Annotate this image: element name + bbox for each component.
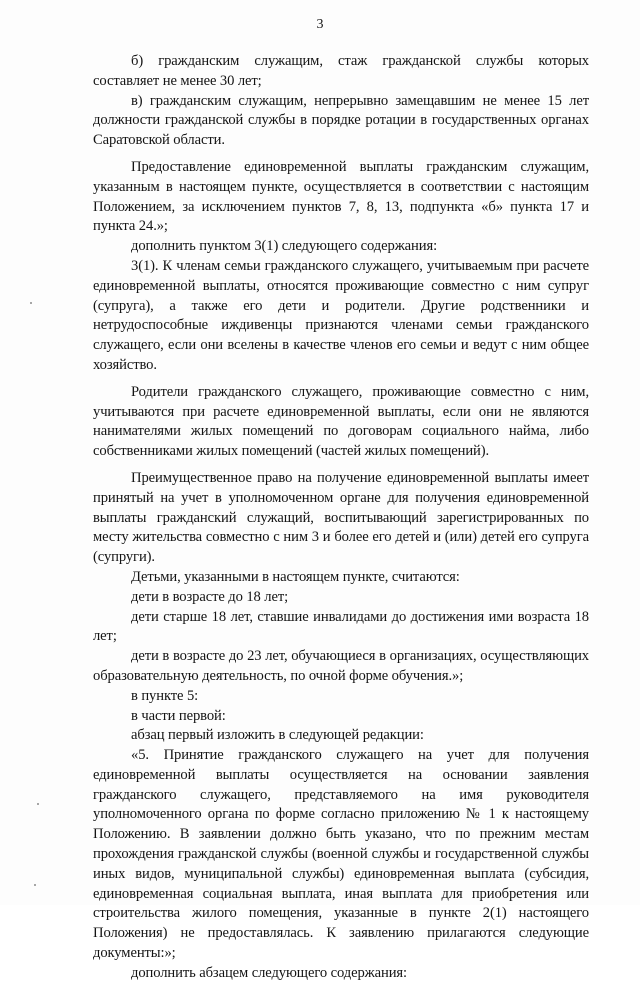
paragraph: дети в возрасте до 18 лет; bbox=[131, 588, 289, 605]
paragraph: в части первой: bbox=[131, 707, 226, 724]
paragraph: дети в возрасте до 23 лет, обучающиеся в организациях, осуществляющих образовательную деятельность, по очной форме обучения.»; bbox=[93, 648, 589, 684]
paragraph: Детьми, указанными в настоящем пункте, считаются: bbox=[131, 568, 460, 585]
paragraph: в) гражданским служащим, непрерывно замещавшим не менее 15 лет должности гражданской службы в порядке ротации в государственных органах Саратовской области. bbox=[93, 92, 589, 149]
paragraph: 3(1). К членам семьи гражданского служащего, учитываемым при расчете единовременной выплаты, относятся проживающие совместно с ним супруг (супруга), а также его дети и родители. Другие родственники и нетрудоспособные иждивенцы признаются членами семьи гражданского служащего, если они вселены в качестве членов его семьи и ведут с ним общее хозяйство. bbox=[93, 257, 589, 373]
document-body bbox=[93, 52, 589, 984]
paragraph: «5. Принятие гражданского служащего на учет для получения единовременной выплаты осуществляется на основании заявления гражданского служащего, представляемого на имя руководителя уполномоченного органа по форме согласно приложению № 1 к настоящему Положению. В заявлении должно быть указано, что по прежним местам прохождения гражданской службы (военной службы и государственной службы иных видов, муниципальной службы) единовременная выплата (субсидия, единовременная социальная выплата, иная выплата для приобретения или строительства жилого помещения, указанные в пункте 2(1) настоящего Положения) не предоставлялась. К заявлению прилагаются следующие документы:»; bbox=[93, 747, 589, 962]
paragraph: Преимущественное право на получение единовременной выплаты имеет принятый на учет в уполномоченном органе для получения единовременной выплаты гражданский служащий, воспитывающий зарегистрированных по месту жительства совместно с ним 3 и более его детей и (или) детей его супруга (супруги). bbox=[93, 469, 589, 566]
scan-speck bbox=[30, 302, 32, 304]
paragraph: Предоставление единовременной выплаты гражданским служащим, указанным в настоящем пункте, осуществляется в соответствии с настоящим Положением, за исключением пунктов 7, 8, 13, подпункта «б» пункта 17 и пункта 24.»; bbox=[93, 158, 589, 235]
page-number: 3 bbox=[316, 17, 324, 32]
paragraph: б) гражданским служащим, стаж гражданской службы которых составляет не менее 30 лет; bbox=[93, 53, 589, 89]
paragraph: дополнить абзацем следующего содержания: bbox=[131, 964, 407, 981]
paragraph: Родители гражданского служащего, проживающие совместно с ним, учитываются при расчете единовременной выплаты, если они не являются нанимателями жилых помещений по договорам социального найма, либо собственниками жилых помещений (частей жилых помещений). bbox=[93, 383, 589, 460]
scan-speck bbox=[34, 884, 36, 886]
paragraph: в пункте 5: bbox=[131, 687, 199, 704]
paragraph: дети старше 18 лет, ставшие инвалидами до достижения ими возраста 18 лет; bbox=[93, 608, 589, 645]
paragraph: дополнить пунктом 3(1) следующего содержания: bbox=[131, 238, 438, 255]
paragraph: абзац первый изложить в следующей редакции: bbox=[131, 727, 424, 744]
scan-speck bbox=[37, 803, 39, 805]
